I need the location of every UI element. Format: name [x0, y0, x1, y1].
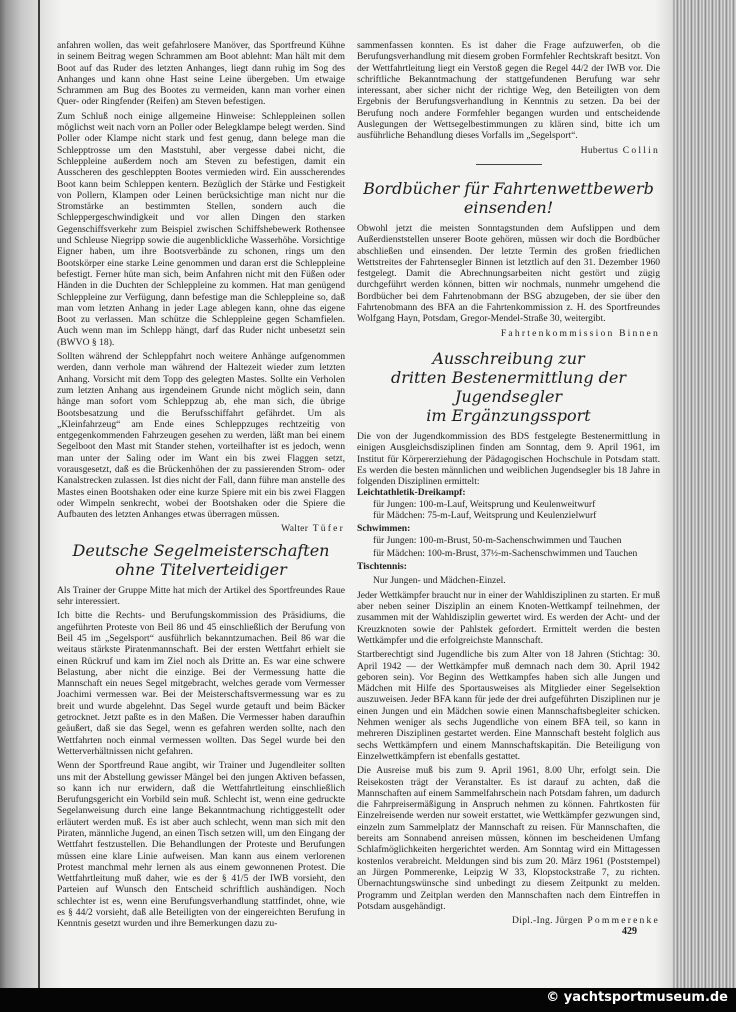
- footer-bar: [0, 988, 736, 1012]
- right-column: [357, 40, 660, 932]
- paragraph: Die Ausreise muß bis zum 9. April 1961, 8.00 Uhr, erfolgt sein. Die Reisekosten trägt der Veranstalter. Es ist darauf zu achten, daß die Mannschaften auf einem Sammelfahrschein nach Potsdam fahren, um dadurch die Fahrpreisermäßigung in Anspruch nehmen zu können. Fahrtkosten für Einzelreisende werden nur soweit erstattet, wie Wettkämpfer gezwungen sind, einzeln zum Sammelplatz der Mannschaft zu reisen. Für Mannschaften, die bereits am Sonnabend anreisen müssen, können im bescheidenen Umfang Schlafmöglichkeiten hergerichtet werden. Am Sonntag wird ein Mittagessen kostenlos verabreicht. Meldungen sind bis zum 20. März 1961 (Poststempel) an Jürgen Pommerenke, Leipzig W 33, Klopstockstraße 7, zu richten. Übernachtungswünsche sind unbedingt zu diesem Zeitpunkt zu melden. Programm und Zeitplan werden den Mannschaften nach dem Eintreffen in Potsdam ausgehändigt.: [357, 765, 660, 912]
- discipline-heading: Tischtennis:: [357, 561, 407, 573]
- article-title: Ausschreibung zur dritten Bestenermittlung der Jugendsegler im Ergänzungssport: [390, 348, 627, 425]
- discipline-heading: Schwimmen:: [357, 523, 411, 535]
- paragraph: Ich bitte die Rechts- und Berufungskommission des Präsidiums, die angeführten Proteste von Beil 86 und 45 einschließlich der Berufung von Beil 45 im „Segelsport“ ausführlich bekanntzumachen. Beil 86 war die weitaus stärkste Piratenmannschaft. Bei der ersten Wettfahrt erhielt sie einen Rückruf und kam im Ziel noch als Dritte an. Es war eine schwere Belastung, aber nicht die einzige. Bei der Vermessung hatte die Mannschaft ein neues Segel mitgebracht, welches gerade vom Vermesser Joachimi vermessen war. Bei der Meisterschaftsvermessung war es zu breit und wurde abgelehnt. Das Segel wurde getauft und beim Bäcker getrocknet. Jetzt paßte es in den Maßen. Die Vermesser haben daraufhin geäußert, daß sie das Segel, wenn es gefahren werden sollte, nach den Wettfahrten noch einmal vermessen wollten. Das Segel wurde bei den Wetterverhältnissen nicht gefahren.: [57, 610, 345, 757]
- page-number: 429: [622, 926, 637, 937]
- paragraph: Jeder Wettkämpfer braucht nur in einer der Wahldisziplinen zu starten. Er muß aber neben seiner Disziplin an einem Knoten-Wettkampf teilnehmen, der zusammen mit der Wahldisziplin gewertet wird. Es werden der Acht- und der Kreuzknoten sowie der Pahlstek gefordert. Ermittelt werden die besten Wettkämpfer und die erfolgreichste Mannschaft.: [357, 589, 660, 646]
- gutter-line: [38, 0, 40, 990]
- paragraph: Die von der Jugendkommission des BDS festgelegte Bestenermittlung in einigen Ausgleichsdisziplinen finden am Sonntag, dem 9. April 1961, im Institut für Körpererziehung der Pädagogischen Hochschule in Potsdam statt. Es werden die besten männlichen und weiblichen Jugendsegler bis 18 Jahre in folgenden Disziplinen ermittelt:: [357, 430, 660, 488]
- paragraph: Obwohl jetzt die meisten Sonntagstunden dem Aufslippen und dem Außerdienststellen unserer Boote gehören, müssen wir doch die Bordbücher abschließen und einsenden. Der letzte Termin des großen friedlichen Wettstreites der Fahrtensegler Binnen ist letztlich auf den 31. Dezember 1960 festgelegt. Damit die Abrechnungsarbeiten nicht gestört und zügig durchgeführt werden können, bitten wir nochmals, nunmehr umgehend die Bordbücher bei dem Fahrtenobmann der BSG abzugeben, der sie über den Fahrtenobmann des BFA an die Fahrtenkommission z. H. des Sportfreundes Wolfgang Hayn, Potsdam, Gregor-Mendel-Straße 30, weitergibt.: [357, 222, 660, 325]
- section-divider: [476, 164, 542, 165]
- paragraph: sammenfassen konnten. Es ist daher die Frage aufzuwerfen, ob die Berufungsverhandlung mit diesem groben Formfehler Rechtskraft besitzt. Von der Wettfahrtleitung liegt ein Verstoß gegen die Regel 44/2 der IWB vor. Die schriftliche Bekanntmachung der stattgefundenen Berufung war sehr interessant, aber sicher nicht der richtige Weg, den Beteiligten von dem Ergebnis der Berufungsverhandlung in Kenntnis zu setzen. Da bei der Berufung noch andere Formfehler begangen wurden und entscheidende Auslegungen der Wettsegelbestimmungen zu klären sind, bitte ich um ausführliche Behandlung dieses Vorfalls im „Segelsport“.: [357, 40, 660, 142]
- article-title: Deutsche Segelmeisterschaften ohne Titelverteidiger: [72, 540, 330, 579]
- author-signature: Dipl.-Ing. Jürgen Pommerenke: [512, 915, 660, 927]
- discipline-item: für Jungen: 100-m-Brust, 50-m-Sachenschwimmen und Tauchen: [373, 534, 622, 546]
- left-column: [57, 40, 345, 933]
- paragraph: Als Trainer der Gruppe Mitte hat mich der Artikel des Sportfreundes Raue sehr interessiert.: [57, 584, 345, 608]
- article-title: Bordbücher für Fahrtenwettbewerb einsenden!: [363, 178, 654, 217]
- paragraph: anfahren wollen, das weit gefahrlosere Manöver, das Sportfreund Kühne in seinem Beitrag wegen Schrammen am Boot ablehnt: Man hält mit dem Boot auf das Ruder des letzten Anhanges, liegt dann ruhig im Sog des Anhanges und kann ohne Hast seine Leine übergeben. Um etwaige Schrammen am Bug des Bootes zu vermeiden, kann man vorher einen Quer- oder Ringfender (Reifen) am Steven befestigen.: [57, 40, 345, 108]
- watermark: © yachtsportmuseum.de: [546, 990, 728, 1005]
- paragraph: Wenn der Sportfreund Raue angibt, wir Trainer und Jugendleiter sollten uns mit der Abstellung gewisser Mängel bei den jungen Aktiven befassen, so kann ich nur erwidern, daß die Wettfahrtleitung einschließlich Berufungsgericht ein Vorbild sein muß. Schlecht ist, wenn eine gedruckte Segelanweisung durch eine lange Bekanntmachung richtiggestellt oder erläutert werden muß. Es ist aber auch schlecht, wenn man sich mit den Piraten, männliche Jugend, an einen Tisch setzen will, um den Eingang der Wettfahrt festzustellen. Die Behandlungen der Proteste und Berufungen müssen eine klare Linie aufweisen. Man kann aus einem verlorenen Protest manchmal mehr lernen als aus einem gewonnenen Protest. Die Wettfahrtleitung muß daher, wie es der § 41/5 der IWB vorsieht, den Parteien auf Wunsch den Entscheid schriftlich aushändigen. Noch schlechter ist es, wenn eine Berufungsverhandlung stattfindet, ohne, wie es § 44/2 vorsieht, daß alle Beteiligten von der eingereichten Berufung in Kenntnis gesetzt wurden und ihre Bemerkungen dazu zu-: [57, 760, 345, 930]
- discipline-list: [357, 487, 660, 585]
- paragraph: Startberechtigt sind Jugendliche bis zum Alter von 18 Jahren (Stichtag: 30. April 1942 — der Wettkämpfer muß demnach nach dem 30. April 1942 geboren sein). Vor Beginn des Wettkampfes haben sich alle Jungen und Mädchen mit Hilfe des Sportausweises als Mitglieder einer Segelsektion auszuweisen. Jeder BFA kann für jede der drei aufgeführten Disziplinen nur je einen Jungen und ein Mädchen sowie einen Mannschaftsbegleiter schicken. Nehmen weniger als sechs Jugendliche von einem BFA teil, so kann in mehreren Disziplinen gestartet werden. Eine Mannschaft besteht folglich aus sechs Wettkämpfern und einem Mannschaftskapitän. Die Beteiligung von Einzelwettkämpfern ist ebenfalls gestattet.: [357, 649, 660, 762]
- discipline-item: Nur Jungen- und Mädchen-Einzel.: [373, 574, 506, 586]
- author-signature: Fahrtenkommission Binnen: [500, 327, 660, 339]
- discipline-heading: Leichtathletik-Dreikampf:: [357, 487, 466, 499]
- author-signature: Walter Tüfer: [281, 523, 345, 535]
- discipline-item: für Jungen: 100-m-Lauf, Weitsprung und Keulenweitwurf: [373, 498, 596, 510]
- author-signature: Hubertus Collin: [580, 144, 660, 156]
- discipline-item: für Mädchen: 100-m-Brust, 37½-m-Sachenschwimmen und Tauchen: [373, 547, 638, 559]
- book-gutter: [0, 0, 62, 990]
- paragraph: Sollten während der Schleppfahrt noch weitere Anhänge aufgenommen werden, dann verhole man während der Haltezeit wieder zum letzten Anhang. Vorsicht mit dem Topp des gelegten Mastes. Sollte ein Verholen zum letzten Anhang aus irgendeinem Grunde nicht möglich sein, dann hänge man sofort vom Schleppzug ab, ehe man sich, die übrige Bootsbesatzung und die Berufsschiffahrt gefährdet. Um als „Kleinfahrzeug“ am Ende eines Schleppzuges rechtzeitig von entgegenkommenden Fahrzeugen gesehen zu werden, läßt man bei einem Segelboot den Mast mit Stander stehen, vorteilhafter ist es jedoch, wenn man unter der Saling oder im Want ein bis zwei Flaggen setzt, vorausgesetzt, daß es die Brückenhöhen der zu passierenden Strom- oder Kanalstrecken zulassen. Ist dies nicht der Fall, dann führe man anstelle des Mastes einen Bootshaken oder eine kurze Spiere mit ein bis zwei Flaggen oder Wimpeln senkrecht, wobei der Bootshaken oder die Spiere die Aufbauten des letzten Anhanges etwas überragen müssen.: [57, 351, 345, 521]
- paragraph: Zum Schluß noch einige allgemeine Hinweise: Schleppleinen sollen möglichst weit nach vorn an Poller oder Belegklampe belegt werden. Sind Poller oder Klampe nicht stark und fest genug, dann belege man die Schlepptrosse um den Maststuhl, aber vergesse dabei nicht, die Schleppleine außerdem noch am Steven zu befestigen, damit ein Ausscheren des geschleppten Bootes vermieden wird. Ein ausscherendes Boot kann beim Schleppen kentern. Bezüglich der Stärke und Festigkeit von Pollern, Klampen oder Leinen berücksichtige man nicht nur die Stromstärke an bestimmten Stellen, sondern auch die Schleppergeschwindigkeit und vor allen Dingen den starken Gegenschiffsverkehr zum Beispiel zwischen Schiffshebewerk Rothensee und Schleuse Niegripp sowie die augenblickliche Wasserhöhe. Vorsichtige Eigner haben, um ihre Bootsverbände zu schonen, rings um den Bootskörper eine starke Leine genommen und daran erst die Schleppleine befestigt. Ferner hüte man sich, beim Anfahren nicht mit den Füßen oder Händen in die Duchten der Schleppleine zu kommen. Hat man genügend Schleppleine zur Verfügung, dann befestige man die Schleppleine so, daß man vom letzten Anhang in jeder Lage ablegen kann, ohne das eigene Boot zu verlassen. Man schütze die Schleppleine gegen Schamfielen. Auch wenn man im Schlepp hängt, darf das Ruder nicht unbesetzt sein (BWVO § 18).: [57, 110, 345, 348]
- discipline-item: für Mädchen: 75-m-Lauf, Weitsprung und Keulenzielwurf: [373, 510, 597, 522]
- page-edges-stack: [672, 0, 736, 990]
